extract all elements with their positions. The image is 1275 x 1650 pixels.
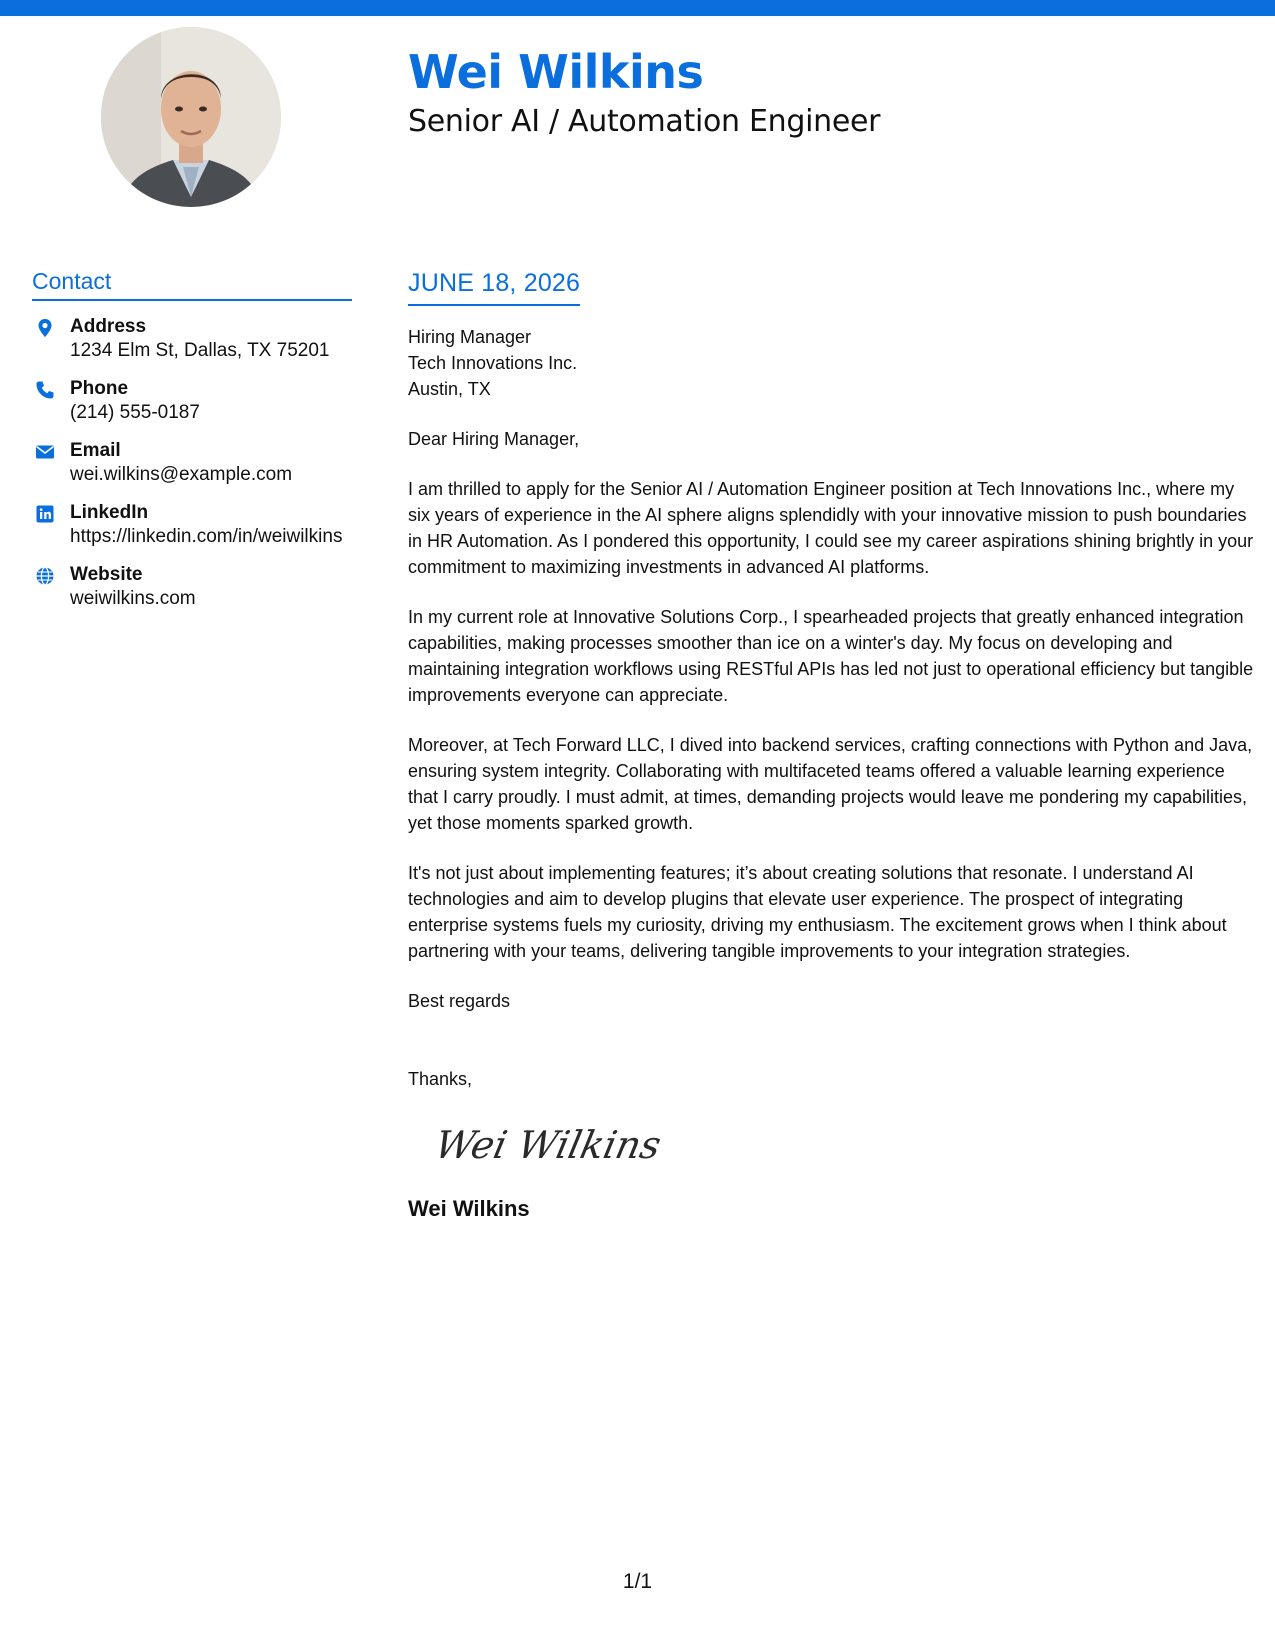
letter-paragraph: In my current role at Innovative Solutions Corp., I spearheaded projects that greatly enhanced integration capabilities, making processes smoother than ice on a winter's day. My focus on developing and maintaining integration workflows using RESTful APIs has led not just to operational efficiency but tangible improvements everyone can appreciate. [408, 607, 1254, 705]
signer-name: Wei Wilkins [408, 1196, 530, 1221]
contact-item-address [32, 315, 352, 363]
contact-item-website [32, 563, 352, 611]
thanks-line: Thanks, [408, 1069, 473, 1089]
contact-item-linkedin [32, 501, 352, 549]
address-value: 1234 Elm St, Dallas, TX 75201 [70, 340, 330, 361]
envelope-icon [35, 442, 55, 462]
linkedin-link[interactable]: https://linkedin.com/in/weiwilkins [70, 526, 343, 547]
phone-icon [35, 380, 55, 400]
contact-heading: Contact [32, 266, 352, 301]
letter-paragraph: It's not just about implementing features; it’s about creating solutions that resonate. I understand AI technologies and aim to develop plugins that elevate user experience. The prospect of integrating enterprise systems fuels my curiosity, driving my enthusiasm. The excitement grows when I think about partnering with your teams, delivering tangible improvements to your integration strategies. [408, 863, 1227, 961]
globe-icon [35, 566, 55, 586]
svg-text:Wei Wilkins: Wei Wilkins [430, 1123, 665, 1168]
contact-item-email [32, 439, 352, 487]
contact-label: Address [70, 316, 147, 337]
job-title: Senior AI / Automation Engineer [408, 104, 881, 139]
email-value[interactable]: wei.wilkins@example.com [70, 464, 293, 485]
contact-label: Email [70, 440, 121, 461]
applicant-name: Wei Wilkins [408, 45, 704, 99]
page-number: 1/1 [622, 1570, 653, 1593]
letter-paragraph: I am thrilled to apply for the Senior AI / Automation Engineer position at Tech Innovations Inc., where my six years of experience in the AI sphere aligns splendidly with your innovative mission to push boundaries in HR Automation. As I pondered this opportunity, I could see my career aspirations shining brightly in your commitment to maximizing investments in advanced AI platforms. [408, 479, 1254, 577]
linkedin-icon [35, 504, 55, 524]
phone-value[interactable]: (214) 555-0187 [70, 402, 200, 423]
location-pin-icon [35, 318, 55, 338]
contact-list [32, 315, 352, 611]
contact-sidebar [32, 266, 352, 625]
website-link[interactable]: weiwilkins.com [70, 588, 196, 609]
top-accent-bar [0, 0, 1275, 16]
letter-paragraph: Moreover, at Tech Forward LLC, I dived into backend services, crafting connections with Python and Java, ensuring system integrity. Collaborating with multifaceted teams offered a valuable learning experience that I carry proudly. I must admit, at times, demanding projects would leave me pondering my capabilities, yet those moments sparked growth. [408, 735, 1253, 833]
greeting: Dear Hiring Manager, [408, 429, 580, 449]
portrait-icon [101, 27, 281, 207]
contact-item-phone [32, 377, 352, 425]
signature [430, 1116, 670, 1172]
letter-date: JUNE 18, 2026 [408, 266, 580, 306]
contact-label: LinkedIn [70, 502, 149, 523]
recipient-line: Hiring Manager [408, 327, 532, 347]
cover-letter-body [408, 266, 1258, 1224]
closing: Best regards [408, 991, 511, 1011]
recipient-line: Tech Innovations Inc. [408, 353, 578, 373]
contact-label: Phone [70, 378, 129, 399]
recipient-line: Austin, TX [408, 379, 491, 399]
profile-photo [101, 27, 281, 207]
recipient-block [408, 324, 1258, 402]
contact-label: Website [70, 564, 143, 585]
